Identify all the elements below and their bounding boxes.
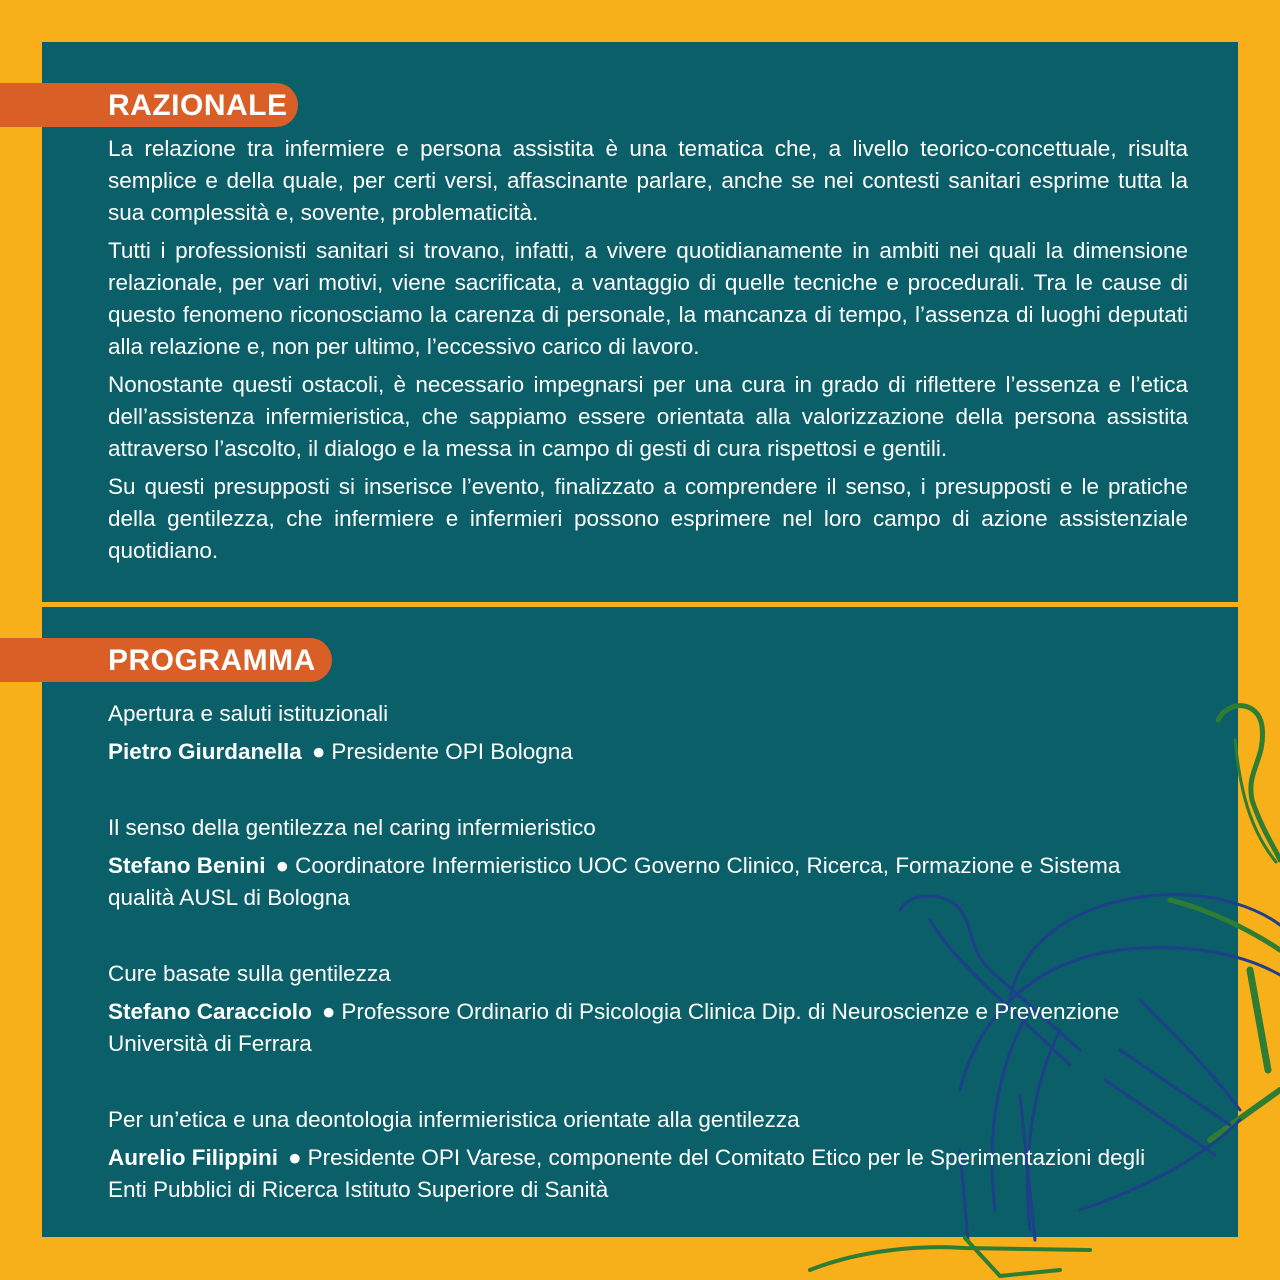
program-item-speaker bbox=[108, 996, 1188, 1060]
program-item-title: Per un’etica e una deontologia infermieristica orientate alla gentilezza bbox=[108, 1107, 800, 1132]
razionale-paragraph: La relazione tra infermiere e persona assistita è una tematica che, a livello teorico-concettuale, risulta semplice e della quale, per certi versi, affascinante parlare, anche se nei contesti sanitari esprime tutta la sua complessità e, sovente, problematicità. bbox=[108, 136, 1188, 225]
speaker-role: Professore Ordinario di Psicologia Clinica Dip. di Neuroscienze e Prevenzione Università di Ferrara bbox=[108, 999, 1120, 1056]
speaker-role: Coordinatore Infermieristico UOC Governo Clinico, Ricerca, Formazione e Sistema qualità AUSL di Bologna bbox=[108, 853, 1121, 910]
razionale-paragraph: Su questi presupposti si inserisce l’evento, finalizzato a comprendere il senso, i presupposti e le pratiche della gentilezza, che infermiere e infermieri possono esprimere nel loro campo di azione assistenziale quotidiano. bbox=[108, 474, 1188, 563]
program-item bbox=[108, 958, 1188, 1060]
bullet-icon: ● bbox=[275, 853, 290, 878]
speaker-name: Pietro Giurdanella bbox=[108, 739, 302, 764]
razionale-paragraph: Nonostante questi ostacoli, è necessario impegnarsi per una cura in grado di riflettere l’essenza e l’etica dell’assistenza infermieristica, che sappiamo essere orientata alla valorizzazione della persona assistita attraverso l’ascolto, il dialogo e la messa in campo di gesti di cura rispettosi e gentili. bbox=[108, 372, 1188, 461]
program-item-title: Il senso della gentilezza nel caring infermieristico bbox=[108, 815, 596, 840]
speaker-role: Presidente OPI Bologna bbox=[331, 739, 573, 764]
programma-list bbox=[108, 698, 1188, 1206]
program-item bbox=[108, 698, 1188, 768]
program-item bbox=[108, 1104, 1188, 1206]
program-item bbox=[108, 812, 1188, 914]
bullet-icon: ● bbox=[288, 1145, 302, 1170]
program-item-title: Cure basate sulla gentilezza bbox=[108, 961, 391, 986]
speaker-name: Stefano Benini bbox=[108, 853, 266, 878]
program-item-speaker bbox=[108, 1142, 1188, 1206]
speaker-role: Presidente OPI Varese, componente del Comitato Etico per le Sperimentazioni degli Enti Pubblici di Ricerca Istituto Superiore di Sanità bbox=[108, 1145, 1146, 1202]
program-item-speaker bbox=[108, 850, 1188, 914]
program-item-speaker bbox=[108, 736, 1188, 768]
bullet-icon: ● bbox=[311, 739, 326, 764]
speaker-name: Aurelio Filippini bbox=[108, 1145, 278, 1170]
razionale-paragraph: Tutti i professionisti sanitari si trovano, infatti, a vivere quotidianamente in ambiti nei quali la dimensione relazionale, per vari motivi, viene sacrificata, a vantaggio di quelle tecniche e procedurali. Tra le cause di questo fenomeno riconosciamo la carenza di personale, la mancanza di tempo, l’assenza di luoghi deputati alla relazione e, non per ultimo, l’eccessivo carico di lavoro. bbox=[108, 238, 1188, 359]
program-item-title: Apertura e saluti istituzionali bbox=[108, 701, 389, 726]
razionale-heading: RAZIONALE bbox=[0, 83, 298, 127]
speaker-name: Stefano Caracciolo bbox=[108, 999, 312, 1024]
bullet-icon: ● bbox=[321, 999, 336, 1024]
razionale-body bbox=[108, 133, 1188, 573]
programma-heading: PROGRAMMA bbox=[0, 638, 332, 682]
